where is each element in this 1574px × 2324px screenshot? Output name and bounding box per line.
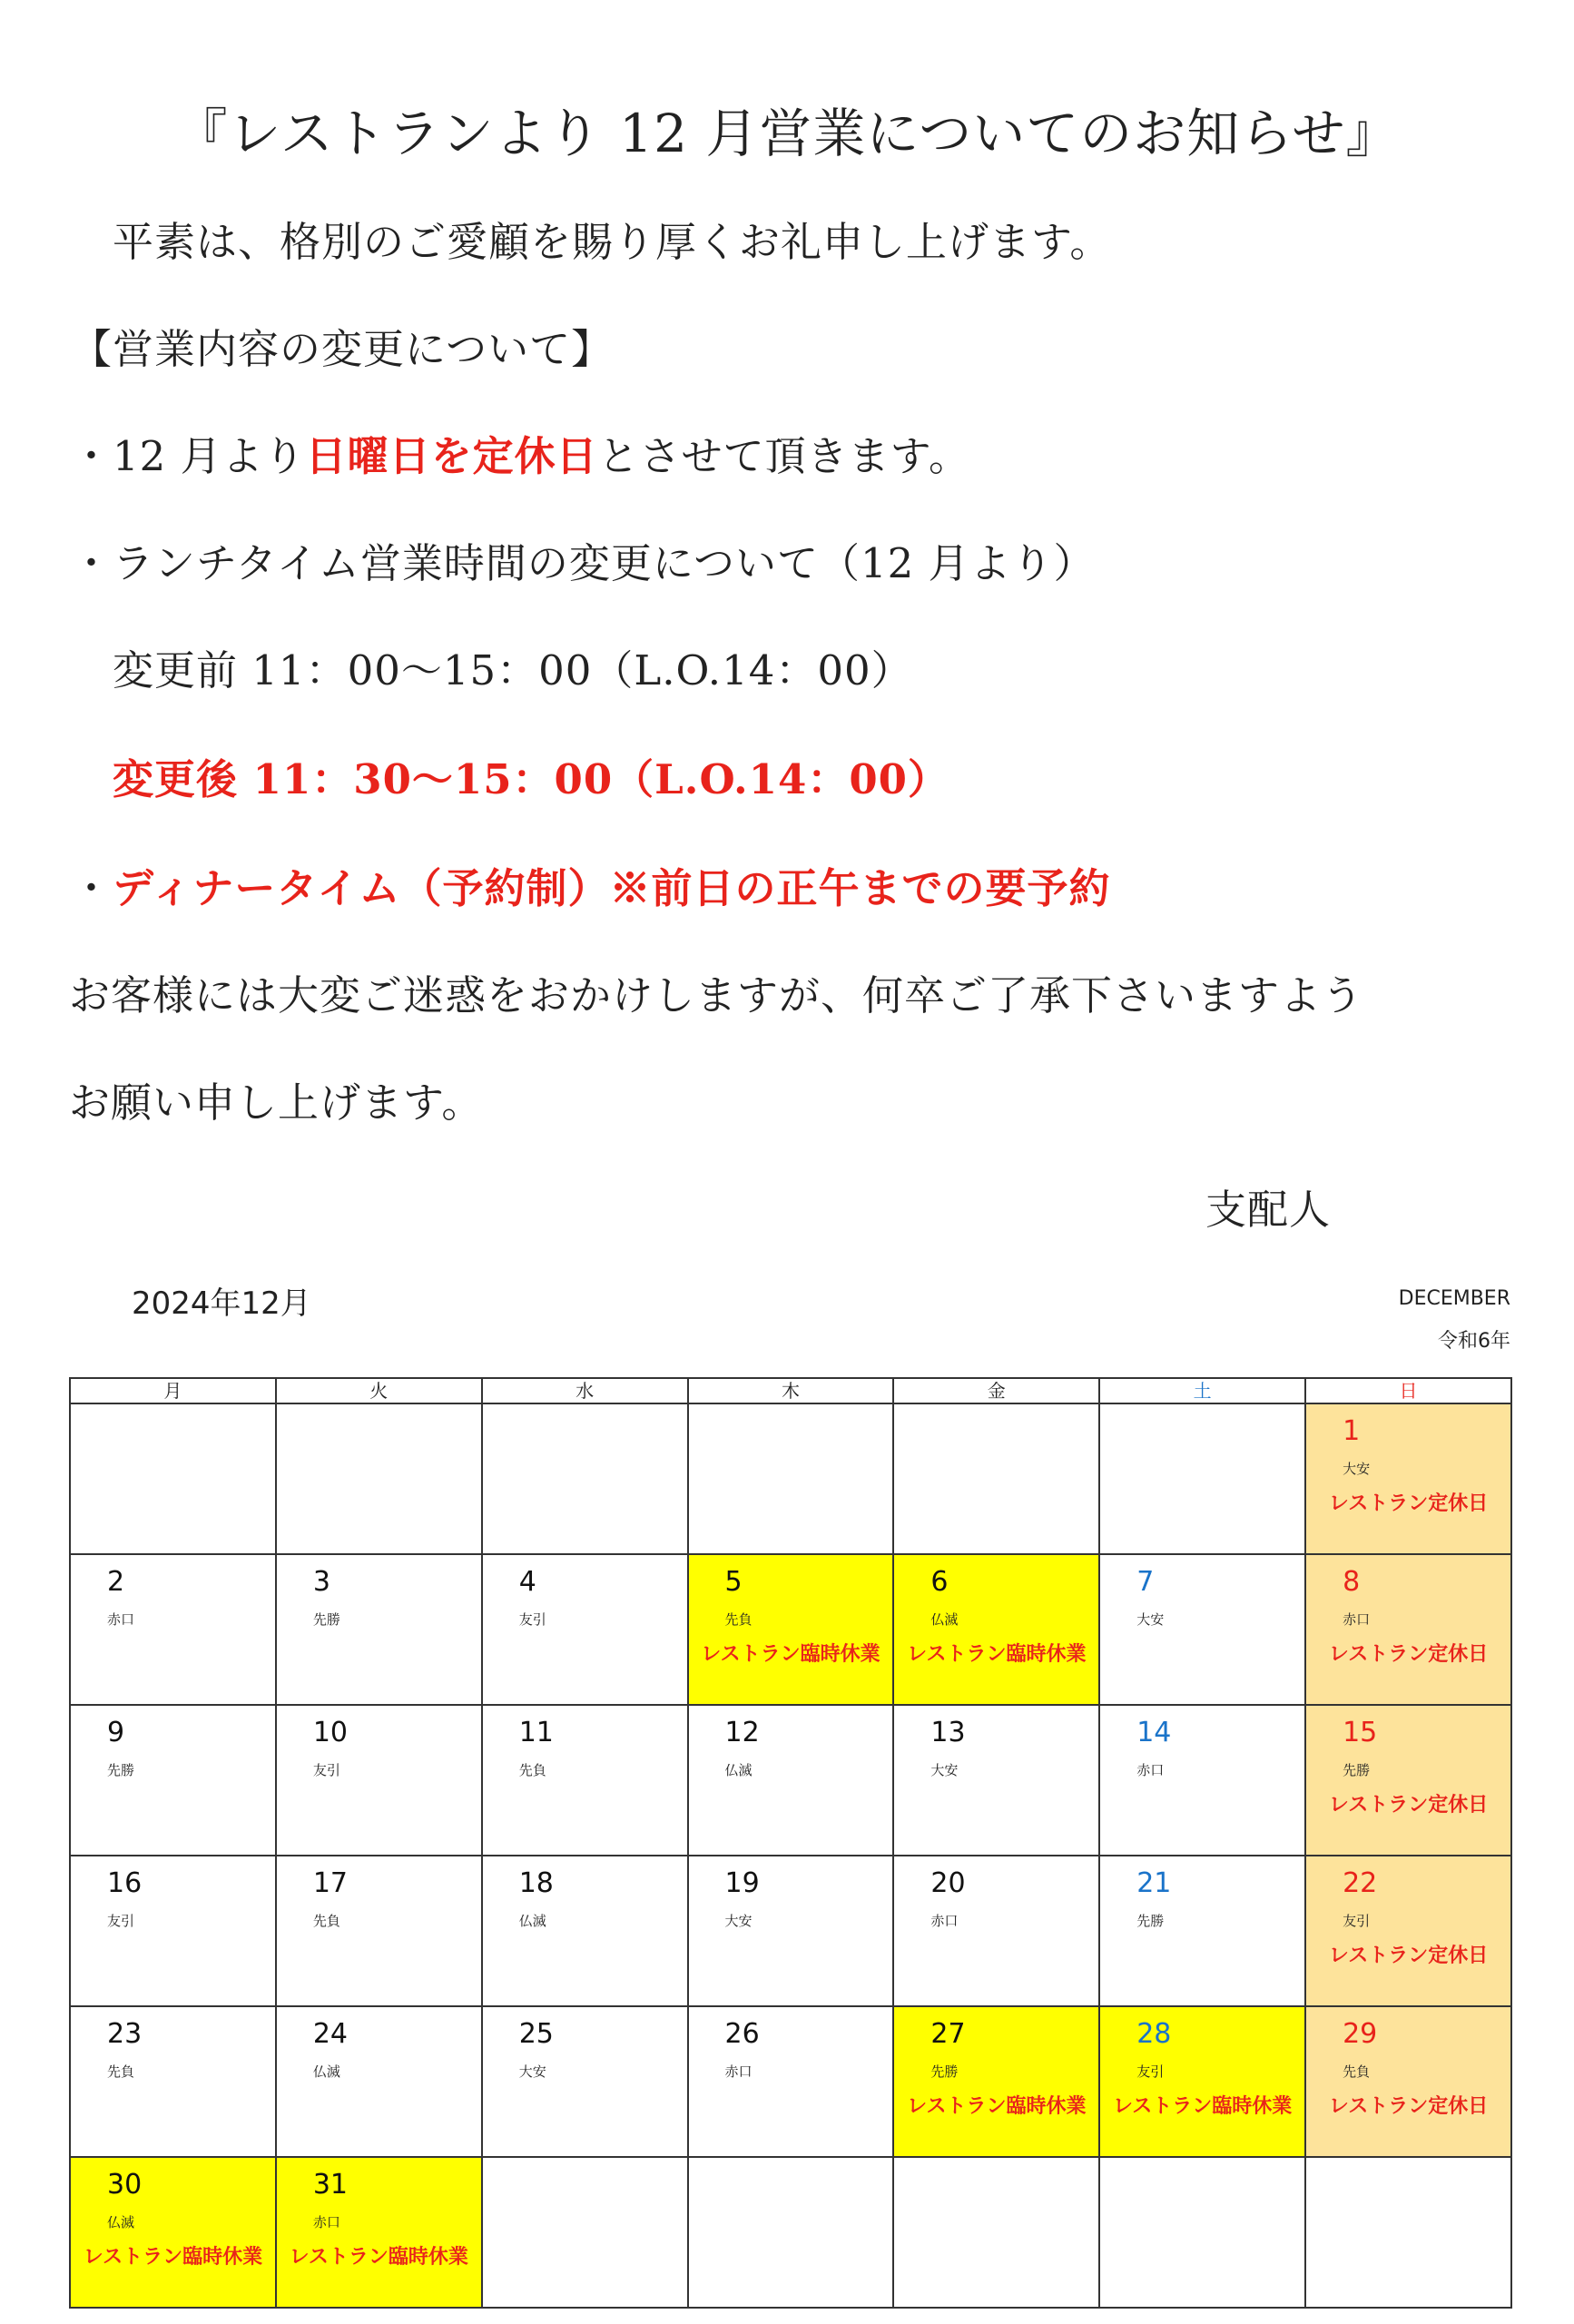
day-number: 21 xyxy=(1136,1867,1172,1899)
rokuyo-label: 先負 xyxy=(312,1913,340,1929)
calendar-day-cell xyxy=(276,1705,482,1856)
day-number: 15 xyxy=(1343,1717,1378,1748)
day-number: 30 xyxy=(107,2169,143,2201)
rokuyo-label: 先勝 xyxy=(312,1611,340,1628)
calendar-day-cell xyxy=(893,1554,1099,1705)
calendar-day-cell xyxy=(1305,1554,1511,1705)
rokuyo-label: 仏滅 xyxy=(930,1611,959,1628)
calendar-month-en: DECEMBER xyxy=(1398,1287,1510,1310)
day-number: 14 xyxy=(1136,1717,1172,1748)
day-number: 12 xyxy=(724,1717,760,1748)
rokuyo-label: 赤口 xyxy=(107,1611,135,1628)
rokuyo-label: 先負 xyxy=(724,1611,753,1628)
after-change-hours: 変更後 11：30〜15：00（L.O.14：00） xyxy=(113,755,949,803)
item3-bullet: ・ xyxy=(71,864,113,912)
calendar-day-cell xyxy=(276,1554,482,1705)
temporary-closure-note: レストラン臨時休業 xyxy=(289,2246,468,2269)
rokuyo-label: 先勝 xyxy=(107,1762,135,1778)
day-number: 25 xyxy=(518,2018,554,2050)
item3-text: ディナータイム（予約制）※前日の正午までの要予約 xyxy=(113,864,1111,912)
day-number: 8 xyxy=(1343,1566,1361,1598)
rokuyo-label: 仏滅 xyxy=(107,2214,135,2230)
calendar-day-cell xyxy=(688,1554,894,1705)
day-number: 6 xyxy=(930,1566,949,1598)
calendar-day-cell xyxy=(70,2157,276,2308)
weekday-sat: 土 xyxy=(1099,1378,1305,1403)
calendar-day-cell xyxy=(276,2157,482,2308)
temporary-closure-note: レストラン臨時休業 xyxy=(907,1643,1087,1666)
calendar-day-cell xyxy=(1099,2006,1305,2157)
day-number: 26 xyxy=(724,2018,760,2050)
weekday-sun: 日 xyxy=(1305,1378,1511,1403)
before-change-hours: 変更前 11：00〜15：00（L.O.14：00） xyxy=(113,646,913,694)
calendar-empty-cell xyxy=(482,1403,688,1554)
rokuyo-label: 赤口 xyxy=(930,1913,959,1929)
item-dinner-reservation xyxy=(71,855,1111,914)
day-number: 20 xyxy=(930,1867,966,1899)
rokuyo-label: 仏滅 xyxy=(312,2063,340,2080)
calendar-empty-cell xyxy=(688,1403,894,1554)
rokuyo-label: 大安 xyxy=(1136,1611,1165,1628)
rokuyo-label: 大安 xyxy=(930,1762,959,1778)
calendar-day-cell xyxy=(893,1856,1099,2006)
day-number: 4 xyxy=(518,1566,536,1598)
calendar-day-cell xyxy=(1099,1554,1305,1705)
calendar-day-cell xyxy=(893,1705,1099,1856)
day-number: 9 xyxy=(107,1717,125,1748)
calendar-day-cell xyxy=(1305,2006,1511,2157)
calendar-day-cell xyxy=(1305,1403,1511,1554)
item1-prefix: ・12 月より xyxy=(71,432,306,480)
day-number: 2 xyxy=(107,1566,125,1598)
rokuyo-label: 赤口 xyxy=(1136,1762,1165,1778)
day-number: 23 xyxy=(107,2018,143,2050)
item1-highlight: 日曜日を定休日 xyxy=(305,432,598,480)
day-number: 24 xyxy=(312,2018,349,2050)
calendar-body xyxy=(70,1403,1511,2308)
rokuyo-label: 赤口 xyxy=(312,2214,340,2230)
rokuyo-label: 仏滅 xyxy=(724,1762,753,1778)
regular-holiday-note: レストラン定休日 xyxy=(1328,1492,1489,1515)
calendar-day-cell xyxy=(70,2006,276,2157)
calendar-day-cell xyxy=(482,1705,688,1856)
day-number: 11 xyxy=(518,1717,554,1748)
temporary-closure-note: レストラン臨時休業 xyxy=(701,1643,880,1666)
calendar-empty-cell xyxy=(70,1403,276,1554)
calendar-empty-cell xyxy=(276,1403,482,1554)
weekday-fri: 金 xyxy=(893,1378,1099,1403)
calendar-grid xyxy=(69,1377,1512,2309)
day-number: 16 xyxy=(107,1867,143,1899)
day-number: 1 xyxy=(1343,1415,1361,1447)
calendar-day-cell xyxy=(482,1554,688,1705)
calendar-day-cell xyxy=(276,2006,482,2157)
day-number: 3 xyxy=(312,1566,330,1598)
closing-line-2: お願い申し上げます。 xyxy=(69,1078,484,1127)
calendar-week-row xyxy=(70,1856,1511,2006)
rokuyo-label: 友引 xyxy=(1136,2063,1165,2080)
day-number: 27 xyxy=(930,2018,966,2050)
calendar-day-cell xyxy=(1099,1856,1305,2006)
rokuyo-label: 友引 xyxy=(518,1611,546,1628)
signature: 支配人 xyxy=(1205,1186,1332,1234)
day-number: 19 xyxy=(724,1867,760,1899)
day-number: 22 xyxy=(1343,1867,1378,1899)
calendar-day-cell xyxy=(893,2006,1099,2157)
rokuyo-label: 先勝 xyxy=(1343,1762,1371,1778)
calendar-week-row xyxy=(70,2157,1511,2308)
regular-holiday-note: レストラン定休日 xyxy=(1328,1643,1489,1666)
day-number: 13 xyxy=(930,1717,966,1748)
calendar-empty-cell xyxy=(1099,2157,1305,2308)
calendar-day-cell xyxy=(688,1856,894,2006)
weekday-header-row xyxy=(70,1378,1511,1403)
weekday-tue: 火 xyxy=(276,1378,482,1403)
calendar-day-cell xyxy=(482,1856,688,2006)
day-number: 17 xyxy=(312,1867,349,1899)
calendar-day-cell xyxy=(482,2006,688,2157)
rokuyo-label: 友引 xyxy=(107,1913,135,1929)
calendar-week-row xyxy=(70,1705,1511,1856)
rokuyo-label: 先負 xyxy=(518,1762,546,1778)
rokuyo-label: 大安 xyxy=(724,1913,753,1929)
rokuyo-label: 大安 xyxy=(1343,1461,1371,1477)
day-number: 29 xyxy=(1343,2018,1378,2050)
rokuyo-label: 先勝 xyxy=(1136,1913,1165,1929)
rokuyo-label: 赤口 xyxy=(724,2063,753,2080)
weekday-wed: 水 xyxy=(482,1378,688,1403)
calendar-day-cell xyxy=(276,1856,482,2006)
day-number: 5 xyxy=(724,1566,743,1598)
calendar-week-row xyxy=(70,1554,1511,1705)
calendar-empty-cell xyxy=(1099,1403,1305,1554)
calendar-empty-cell xyxy=(1305,2157,1511,2308)
temporary-closure-note: レストラン臨時休業 xyxy=(1112,2095,1293,2118)
calendar-day-cell xyxy=(70,1705,276,1856)
greeting-text: 平素は、格別のご愛顧を賜り厚くお礼申し上げます。 xyxy=(113,218,1112,266)
item-lunch-hours: ・ランチタイム営業時間の変更について（12 月より） xyxy=(71,539,1096,587)
calendar-week-row xyxy=(70,1403,1511,1554)
calendar-year-month: 2024年12月 xyxy=(132,1285,311,1322)
regular-holiday-note: レストラン定休日 xyxy=(1328,1945,1489,1967)
item1-suffix: とさせて頂きます。 xyxy=(597,432,970,480)
calendar-era: 令和6年 xyxy=(1438,1330,1510,1353)
rokuyo-label: 友引 xyxy=(1343,1913,1371,1929)
rokuyo-label: 大安 xyxy=(518,2063,546,2080)
calendar-day-cell xyxy=(1099,1705,1305,1856)
temporary-closure-note: レストラン臨時休業 xyxy=(907,2095,1087,2118)
calendar-empty-cell xyxy=(482,2157,688,2308)
calendar-day-cell xyxy=(1305,1705,1511,1856)
section-heading: 【営業内容の変更について】 xyxy=(71,325,614,373)
calendar-day-cell xyxy=(70,1856,276,2006)
calendar-day-cell xyxy=(70,1554,276,1705)
closing-line-1: お客様には大変ご迷惑をおかけしますが、何卒ご了承下さいますよう xyxy=(69,971,1364,1019)
rokuyo-label: 赤口 xyxy=(1343,1611,1371,1628)
rokuyo-label: 仏滅 xyxy=(518,1913,546,1929)
rokuyo-label: 先負 xyxy=(107,2063,135,2080)
calendar-day-cell xyxy=(688,1705,894,1856)
day-number: 10 xyxy=(312,1717,349,1748)
day-number: 7 xyxy=(1136,1566,1155,1598)
weekday-thu: 木 xyxy=(688,1378,894,1403)
calendar-day-cell xyxy=(688,2006,894,2157)
rokuyo-label: 先負 xyxy=(1343,2063,1371,2080)
regular-holiday-note: レストラン定休日 xyxy=(1328,1794,1489,1817)
day-number: 28 xyxy=(1136,2018,1172,2050)
day-number: 18 xyxy=(518,1867,554,1899)
day-number: 31 xyxy=(312,2169,349,2201)
temporary-closure-note: レストラン臨時休業 xyxy=(83,2246,263,2269)
weekday-mon: 月 xyxy=(70,1378,276,1403)
regular-holiday-note: レストラン定休日 xyxy=(1328,2095,1489,2118)
calendar-week-row xyxy=(70,2006,1511,2157)
calendar-empty-cell xyxy=(688,2157,894,2308)
calendar-day-cell xyxy=(1305,1856,1511,2006)
notice-title: 『レストランより 12 月営業についてのお知らせ』 xyxy=(174,103,1400,164)
rokuyo-label: 先勝 xyxy=(930,2063,959,2080)
calendar-empty-cell xyxy=(893,2157,1099,2308)
calendar-empty-cell xyxy=(893,1403,1099,1554)
item-sunday-closure xyxy=(71,423,970,482)
rokuyo-label: 友引 xyxy=(312,1762,340,1778)
